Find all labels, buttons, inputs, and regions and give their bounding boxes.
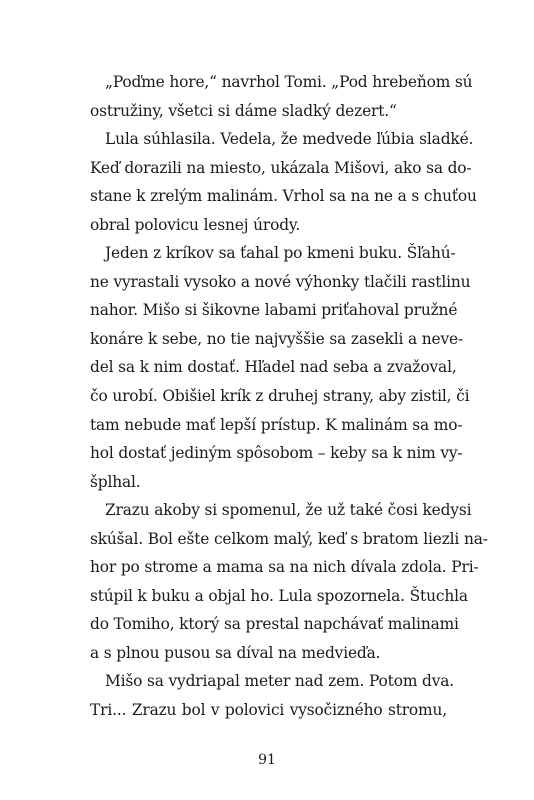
text-line: Jeden z kríkov sa ťahal po kmeni buku. Šľahú- (105, 244, 456, 263)
text-line: tam nebude mať lepší prístup. K malinám sa mo- (90, 415, 463, 434)
text-line: hor po strome a mama sa na nich dívala zdola. Pri- (90, 558, 479, 577)
body-text (90, 68, 488, 725)
paragraph (90, 667, 455, 724)
text-line: stúpil k buku a objal ho. Lula spozornela. Štuchla (90, 586, 468, 605)
paragraph (90, 125, 477, 239)
text-line: skúšal. Bol ešte celkom malý, keď s bratom liezli na- (90, 529, 488, 548)
text-line: šplhal. (90, 472, 141, 491)
text-line: Keď dorazili na miesto, ukázala Mišovi, ako sa do- (90, 158, 472, 177)
text-line: konáre k sebe, no tie najvyššie sa zasekli a neve- (90, 329, 464, 348)
text-line: stane k zrelým malinám. Vrhol sa na ne a s chuťou (90, 187, 477, 206)
text-line: ne vyrastali vysoko a nové výhonky tlačili rastlinu (90, 272, 471, 291)
paragraph (90, 496, 488, 667)
paragraph (90, 68, 473, 125)
text-line: a s plnou pusou sa díval na medvieďa. (90, 643, 381, 662)
page-number: 91 (258, 752, 276, 768)
text-line: nahor. Mišo si šikovne labami priťahoval pružné (90, 301, 458, 320)
paragraph (90, 239, 471, 496)
text-line: Lula súhlasila. Vedela, že medvede ľúbia sladké. (105, 130, 474, 149)
text-line: obral polovicu lesnej úrody. (90, 215, 301, 234)
text-line: ostružiny, všetci si dáme sladký dezert.“ (90, 101, 397, 120)
text-line: Zrazu akoby si spomenul, že už také čosi kedysi (105, 501, 472, 520)
text-line: Tri... Zrazu bol v polovici vysočizného stromu, (90, 701, 447, 720)
text-line: del sa k nim dostať. Hľadel nad seba a zvažoval, (90, 358, 457, 377)
text-line: „Poďme hore,“ navrhol Tomi. „Pod hrebeňom sú (105, 73, 473, 91)
text-line: do Tomiho, ktorý sa prestal napchávať malinami (90, 615, 459, 634)
text-line: Mišo sa vydriapal meter nad zem. Potom dva. (105, 672, 455, 691)
text-line: hol dostať jediným spôsobom – keby sa k nim vy- (90, 444, 463, 463)
text-line: čo urobí. Obišiel krík z druhej strany, aby zistil, či (90, 387, 470, 406)
